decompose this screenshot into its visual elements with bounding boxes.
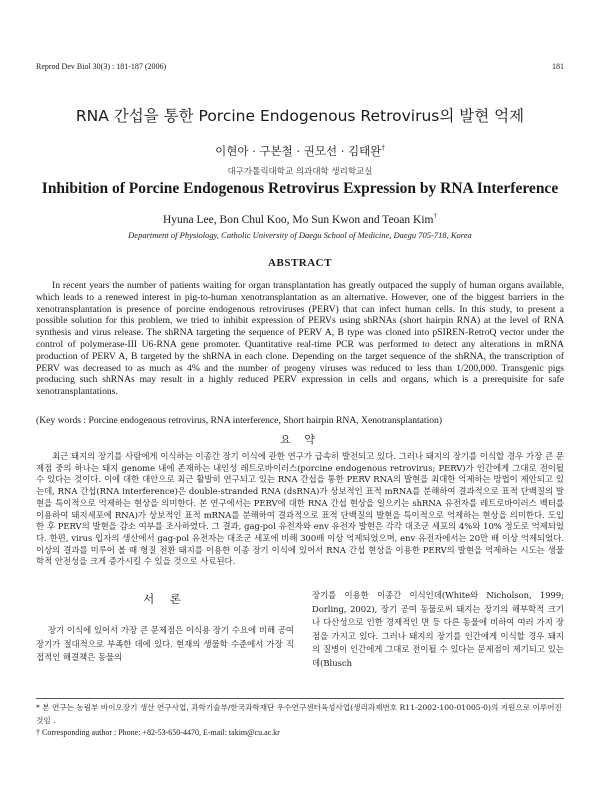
korean-abstract-text: 최근 돼지의 장기를 사람에게 이식하는 이종간 장기 이식에 관한 연구가 급속히 발전되고 있다. 그러나 돼지의 장기를 이식할 경우 가장 큰 문제점 중의 하나는 돼지 genome 내에 존재하는 내인성 레트로바이러스(porcine endogenous retrovirus; PERV)가 인간에게 그대로 전이될 수 있다는 것이다. 이에 대한 대안으로 최근 활발히 연구되고 있는 RNA 간섭을 통한 PERV RNA의 발현을 최대한 억제하는 방법이 제안되고 있는데, RNA 간섭(RNA interference)은 double-stranded RNA (dsRNA)가 상보적인 표적 mRNA를 분해하여 결과적으로 표적 단백질의 발현을 특이적으로 억제하는 현상을 의미한다. 본 연구에서는 PERV에 대한 RNA 간섭 현상을 일으키는 shRNA 유전자를 레트로바이러스 벡터를 이용하여 돼지세포에 RNA)가 상보적인 표적 mRNA를 분해하여 결과적으로 표적 단백질의 발현을 특이적으로 억제하는 현상을 의미한다. 도입한 후 PERV의 발현을 감소 여부를 조사하였다. 그 결과, gag-pol 유전자와 env 유전자 발현은 각각 대조군 세포의 4%와 10% 정도로 억제되었다. 한편, virus 입자의 생산에서 gag-pol 유전자는 대조군 세포에 비해 300배 이상 억제되었으며, env 유전자에서는 20만 배 이상 억제되었다. 이상의 결과를 미루어 볼 때 형질 전환 돼지를 이용한 이종 장기 이식에 있어서 RNA 간섭 현상을 이용한 PERV의 발현을 억제하는 시도는 생물학적 안전성을 크게 증가시킬 수 있을 것으로 사료된다.	[36, 451, 564, 567]
korean-authors	[0, 143, 600, 159]
corresponding-author-footnote: † Corresponding author : Phone: +82-53-650-4470, E-mail: takim@cu.ac.kr	[36, 728, 280, 737]
keywords: (Key words : Porcine endogenous retrovirus, RNA interference, Short hairpin RNA, Xenotransplantation)	[36, 415, 443, 426]
funding-footnote: * 본 연구는 농림부 바이오장기 생산 연구사업, 과학기술부/한국과학재단 우수연구센터육성사업(생리과제번호 R11-2002-100-01005-0)의 지원으로 이루어진 것임 .	[36, 703, 562, 725]
korean-author-mark: †	[381, 144, 385, 153]
english-author-mark: †	[433, 212, 437, 220]
page-number: 181	[552, 62, 564, 71]
english-title: Inhibition of Porcine Endogenous Retrovirus Expression by RNA Interference	[41, 180, 559, 197]
footnote-divider	[36, 698, 564, 699]
abstract-heading: ABSTRACT	[268, 257, 332, 269]
korean-abstract-heading: 요 약	[280, 433, 320, 446]
journal-citation: Reprod Dev Biol 30(3) : 181-187 (2006)	[36, 62, 167, 71]
korean-affiliation: 대구가톨릭대학교 의과대학 생리학교실	[227, 167, 373, 177]
english-author-names: Hyuna Lee, Bon Chul Koo, Mo Sun Kwon and Teoan Kim	[163, 213, 434, 226]
introduction-left-column: 장기 이식에 있어서 가장 큰 문제점은 이식용 장기 수요에 비해 공여 장기가 절대적으로 부족한 데에 있다. 현재의 생물학 수준에서 가장 직접적인 해결책은 동물의	[36, 625, 294, 662]
abstract-text: In recent years the number of patients waiting for organ transplantation has greatly outpaced the supply of human organs available, which leads to a renewed interest in pig-to-human xenotransplantation as an alternative. However, one of the biggest barriers in the xenotransplantation is presence of porcine endogenous retroviruses (PERV) that can infect human cells. In this study, to present a possible solution for this problem, we tried to inhibit expression of PERVs using shRNAs (short hairpin RNA) at the level of RNA synthesis and virus release. The shRNA targeting the sequence of PERV A, B type was cloned into pSIREN-RetroQ vector under the control of polymerase-III U6-RNA gene promoter. Quantitative real-time PCR was performed to detect any alterations in mRNA production of PERV A, B targeted by the shRNA in each clone. Depending on the target sequence of the shRNA, the transcription of PERV was decreased to as much as 4% and the number of progeny viruses was reduced to less than 1/200,000. Transgenic pigs producing such shRNAs may result in a highly reduced PERV expression in cells and organs, which is a prerequisite for safe xenotransplantations.	[36, 280, 564, 398]
introduction-heading: 서 론	[143, 592, 187, 606]
korean-author-names: 이현아 · 구본철 · 권모선 · 김태완	[215, 144, 382, 158]
korean-title: RNA 간섭을 통한 Porcine Endogenous Retrovirus의 발현 억제	[75, 107, 525, 125]
introduction-right-column: 장기를 이용한 이종간 이식인데(White와 Nicholson, 1999; Dorling, 2002), 장기 공여 동물로써 돼지는 장기의 해부학적 크기나 다산성으로 인한 경제적인 면 등 다른 동물에 비하여 여러 가지 장점을 가지고 있다. 그러나 돼지의 장기를 인간에게 이식할 경우 돼지의 질병이 인간에게 그대로 전이될 수 있다는 문제점이 제기되고 있는데(Blusch	[312, 590, 564, 668]
english-affiliation: Department of Physiology, Catholic University of Daegu School of Medicine, Daegu 705-718, Korea	[128, 230, 472, 240]
running-header	[36, 62, 564, 76]
english-authors	[0, 212, 600, 226]
